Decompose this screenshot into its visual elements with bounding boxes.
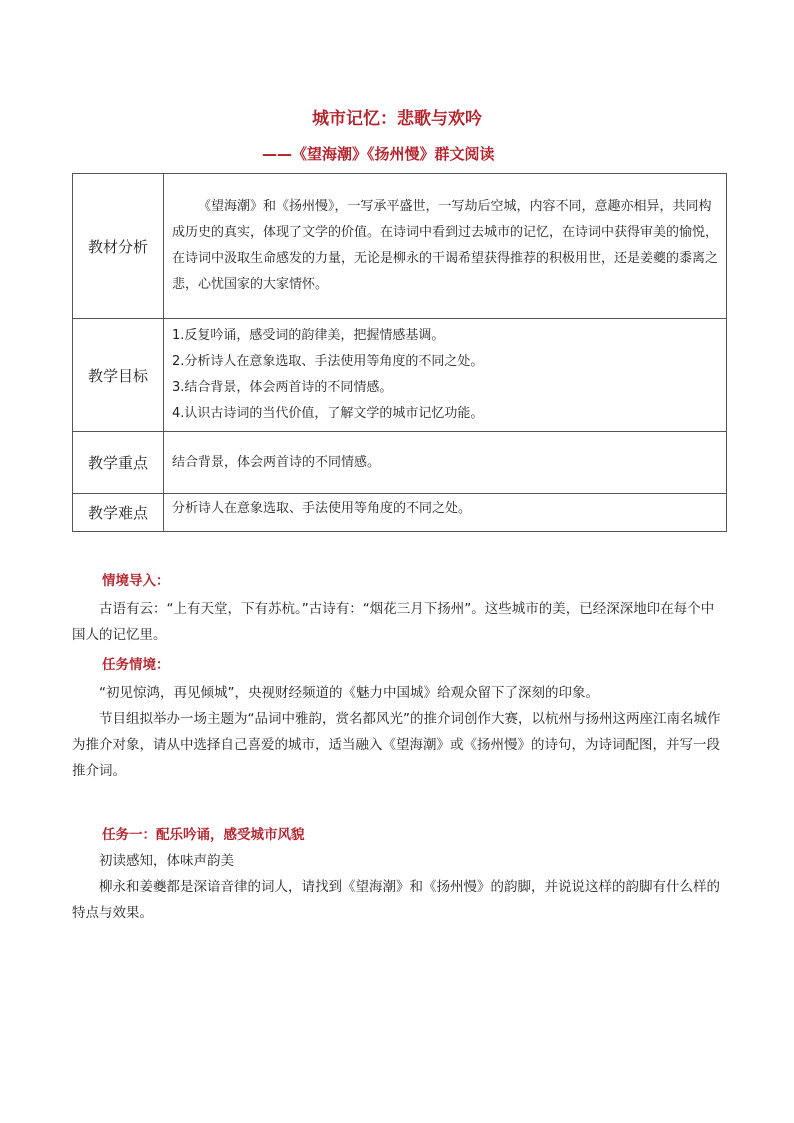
- row-content-difficulties: [164, 494, 727, 532]
- task1-text: 柳永和姜夔都是深谙音律的词人，请找到《望海潮》和《扬州慢》的韵脚，并说说这样的韵脚有什么样的特点与效果。: [72, 879, 720, 921]
- document-title: 城市记忆：悲歌与欢吟: [312, 109, 482, 129]
- goal-item: 4.认识古诗词的当代价值，了解文学的城市记忆功能。: [172, 406, 484, 421]
- task1-section: [72, 822, 727, 926]
- goal-item: 1.反复吟诵，感受词的韵律美，把握情感基调。: [172, 328, 445, 343]
- row-label-material-analysis: 教材分析: [73, 174, 164, 319]
- row-label-difficulties: 教学难点: [73, 494, 164, 532]
- task-context-p2: 节目组拟举办一场主题为“品词中雅韵，赏名都风光”的推介词创作大赛，以杭州与扬州这两座江南名城作为推介对象，请从中选择自己喜爱的城市，适当融入《望海潮》或《扬州慢》的诗句，为诗词配图，并写一段推介词。: [72, 711, 721, 779]
- table-row: [73, 432, 727, 494]
- task1-subheading: 初读感知，体味声韵美: [99, 853, 234, 869]
- document-subtitle: ——《望海潮》《扬州慢》群文阅读: [262, 145, 495, 163]
- table-row: [73, 494, 727, 532]
- row-content-teaching-goals: [164, 319, 727, 432]
- table-row: [73, 174, 727, 319]
- table-row: [73, 319, 727, 432]
- row-content-material-analysis: [164, 174, 727, 319]
- intro-heading: 情境导入：: [102, 573, 170, 589]
- row-label-key-points: 教学重点: [73, 432, 164, 494]
- row-content-key-points: [164, 432, 727, 494]
- task-context-heading: 任务情境：: [102, 657, 170, 673]
- lesson-info-table: [72, 173, 727, 532]
- difficulties-text: 分析诗人在意象选取、手法使用等角度的不同之处。: [172, 501, 472, 516]
- task1-heading: 任务一：配乐吟诵，感受城市风貌: [102, 827, 305, 843]
- material-analysis-text: 《望海潮》和《扬州慢》，一写承平盛世，一写劫后空城，内容不同，意趣亦相异，共同构成历史的真实，体现了文学的价值。在诗词中看到过去城市的记忆，在诗词中获得审美的愉悦，在诗词中汲取生命感发的力量，无论是柳永的干谒希望获得推荐的积极用世，还是姜夔的黍离之悲，心忧国家的大家情怀。: [172, 199, 719, 292]
- intro-section: [72, 568, 727, 784]
- goal-item: 2.分析诗人在意象选取、手法使用等角度的不同之处。: [172, 354, 484, 369]
- row-label-teaching-goals: 教学目标: [73, 319, 164, 432]
- task-context-p1: “初见惊鸿，再见倾城”，央视财经频道的《魅力中国城》给观众留下了深刻的印象。: [99, 685, 599, 701]
- intro-text: 古语有云：“上有天堂，下有苏杭。”古诗有：“烟花三月下扬州”。这些城市的美，已经深深地印在每个中国人的记忆里。: [72, 601, 715, 643]
- goal-item: 3.结合背景，体会两首诗的不同情感。: [172, 380, 393, 395]
- key-points-text: 结合背景，体会两首诗的不同情感。: [172, 454, 381, 470]
